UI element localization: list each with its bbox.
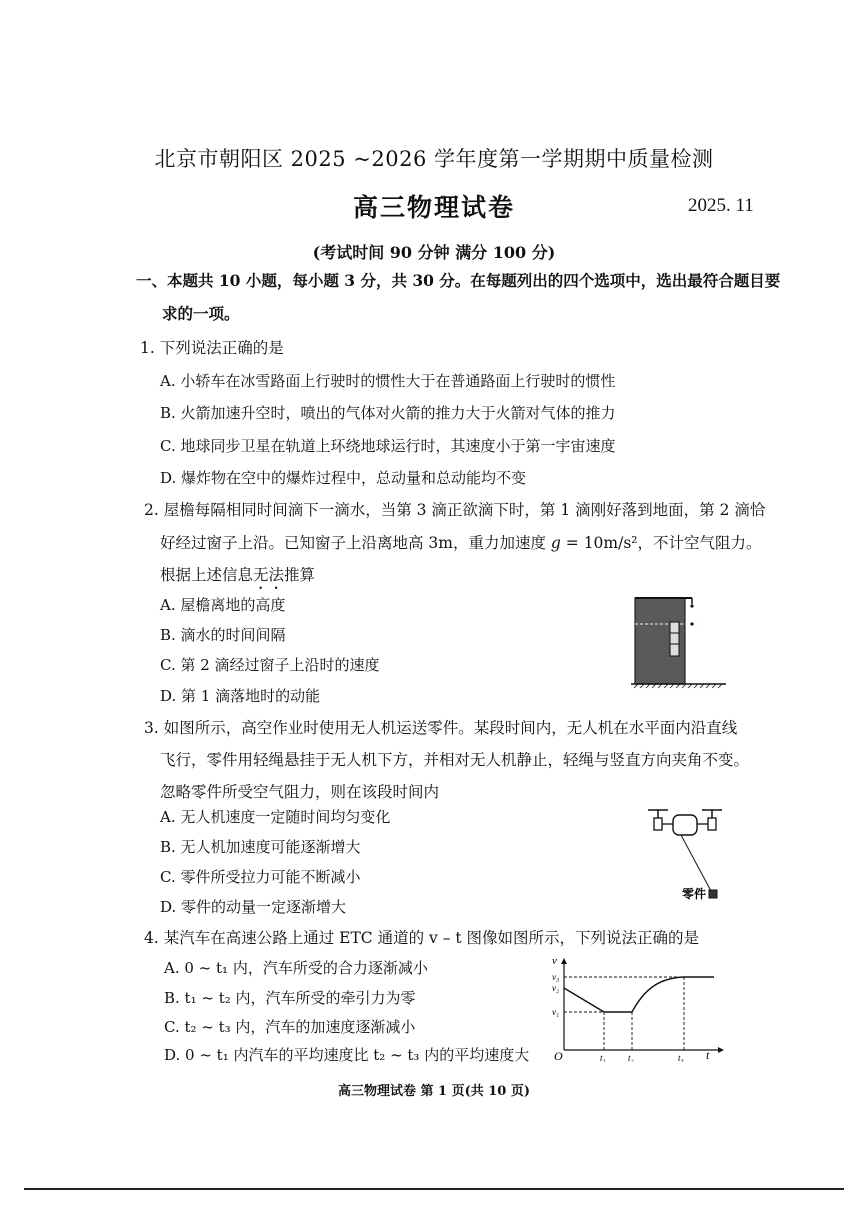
q2-line-2a: 好经过窗子上沿。已知窗子上沿离地高 3m，重力加速度 <box>160 534 551 552</box>
q1-option-a: A. 小轿车在冰雪路面上行驶时的惯性大于在普通路面上行驶时的惯性 <box>160 372 616 390</box>
window-shape <box>670 622 679 656</box>
exam-date: 2025. 11 <box>688 195 754 216</box>
q2-line-3 <box>160 559 315 593</box>
q3-line-3: 忽略零件所受空气阻力，则在该段时间内 <box>160 783 440 801</box>
q2-line-3b: 推算 <box>284 566 316 584</box>
q3-option-b: B. 无人机加速度可能逐渐增大 <box>160 838 361 856</box>
q2-window-figure <box>628 592 738 692</box>
page-footer: 高三物理试卷 第 1 页(共 10 页) <box>337 1084 531 1099</box>
exam-subtitle: 高三物理试卷 <box>352 193 515 222</box>
vt-curve <box>564 977 714 1012</box>
q3-option-a: A. 无人机速度一定随时间均匀变化 <box>160 808 391 826</box>
q1-option-d: D. 爆炸物在空中的爆炸过程中，总动量和总动能均不变 <box>160 469 527 487</box>
q2-line-1: 2. 屋檐每隔相同时间滴下一滴水，当第 3 滴正欲滴下时，第 1 滴刚好落到地面，第 2 滴恰 <box>144 501 766 519</box>
part-label: 零件 <box>681 887 706 901</box>
v1-label: v₁ <box>552 1007 560 1017</box>
q2-option-c: C. 第 2 滴经过窗子上沿时的速度 <box>160 656 380 674</box>
section-line-1: 一、本题共 10 小题，每小题 3 分，共 30 分。在每题列出的四个选项中，选出最符合题目要 <box>136 271 781 290</box>
guide-lines <box>564 977 684 1050</box>
t3-label: t₃ <box>678 1053 684 1062</box>
q4-vt-graph <box>548 956 726 1062</box>
q2-line-2b: = 10m/s²，不计空气阻力。 <box>560 534 762 552</box>
drone-body <box>673 815 697 835</box>
q3-option-d: D. 零件的动量一定逐渐增大 <box>160 898 347 916</box>
q2-emphasis: 无法 <box>253 566 285 584</box>
q4-stem-text: 4. 某汽车在高速公路上通过 ETC 通道的 v – t 图像如图所示，下列说法正确的是 <box>144 929 700 947</box>
exam-time-info: (考试时间 90 分钟 满分 100 分) <box>312 243 556 262</box>
q3-option-c: C. 零件所受拉力可能不断减小 <box>160 868 361 886</box>
q3-drone-figure <box>640 802 730 910</box>
bottom-rule <box>24 1188 844 1190</box>
q2-g-symbol: g <box>550 534 561 552</box>
v-axis-label: v <box>552 956 557 967</box>
q2-line-2 <box>160 527 762 560</box>
drop-3 <box>690 604 693 607</box>
q4-stem <box>144 922 699 955</box>
right-motor <box>708 818 716 830</box>
t1-label: t₁ <box>600 1053 606 1062</box>
q2-option-a: A. 屋檐离地的高度 <box>160 596 286 614</box>
section-line-2: 求的一项。 <box>162 304 240 323</box>
section-instructions <box>136 264 781 330</box>
q4-option-b: B. t₁ ~ t₂ 内，汽车所受的牵引力为零 <box>164 989 416 1007</box>
q2-option-b: B. 滴水的时间间隔 <box>160 626 286 644</box>
q4-option-c: C. t₂ ~ t₃ 内，汽车的加速度逐渐减小 <box>164 1018 416 1036</box>
q1-option-c: C. 地球同步卫星在轨道上环绕地球运行时，其速度小于第一宇宙速度 <box>160 437 616 455</box>
t2-label: t₂ <box>628 1053 634 1062</box>
q1-stem: 1. 下列说法正确的是 <box>140 339 284 357</box>
q3-line-1: 3. 如图所示，高空作业时使用无人机运送零件。某段时间内，无人机在水平面内沿直线 <box>144 719 738 737</box>
v3-label: v₃ <box>552 972 560 982</box>
rope-line <box>681 835 711 891</box>
drop-2 <box>690 622 693 625</box>
q3-line-2: 飞行，零件用轻绳悬挂于无人机下方，并相对无人机静止，轻绳与竖直方向夹角不变。 <box>160 751 750 769</box>
q4-option-d: D. 0 ~ t₁ 内汽车的平均速度比 t₂ ~ t₃ 内的平均速度大 <box>164 1046 530 1064</box>
exam-title: 北京市朝阳区 2025 ~2026 学年度第一学期期中质量检测 <box>154 147 714 171</box>
q2-option-d: D. 第 1 滴落地时的动能 <box>160 687 321 705</box>
v2-label: v₂ <box>552 983 560 993</box>
origin-label: O <box>554 1049 563 1062</box>
t-axis-label: t <box>706 1048 710 1062</box>
left-motor <box>654 818 662 830</box>
q1-option-b: B. 火箭加速升空时，喷出的气体对火箭的推力大于火箭对气体的推力 <box>160 404 616 422</box>
q4-option-a: A. 0 ~ t₁ 内，汽车所受的合力逐渐减小 <box>164 959 428 977</box>
part-block <box>709 890 717 898</box>
q2-line-3a: 根据上述信息 <box>160 566 254 584</box>
